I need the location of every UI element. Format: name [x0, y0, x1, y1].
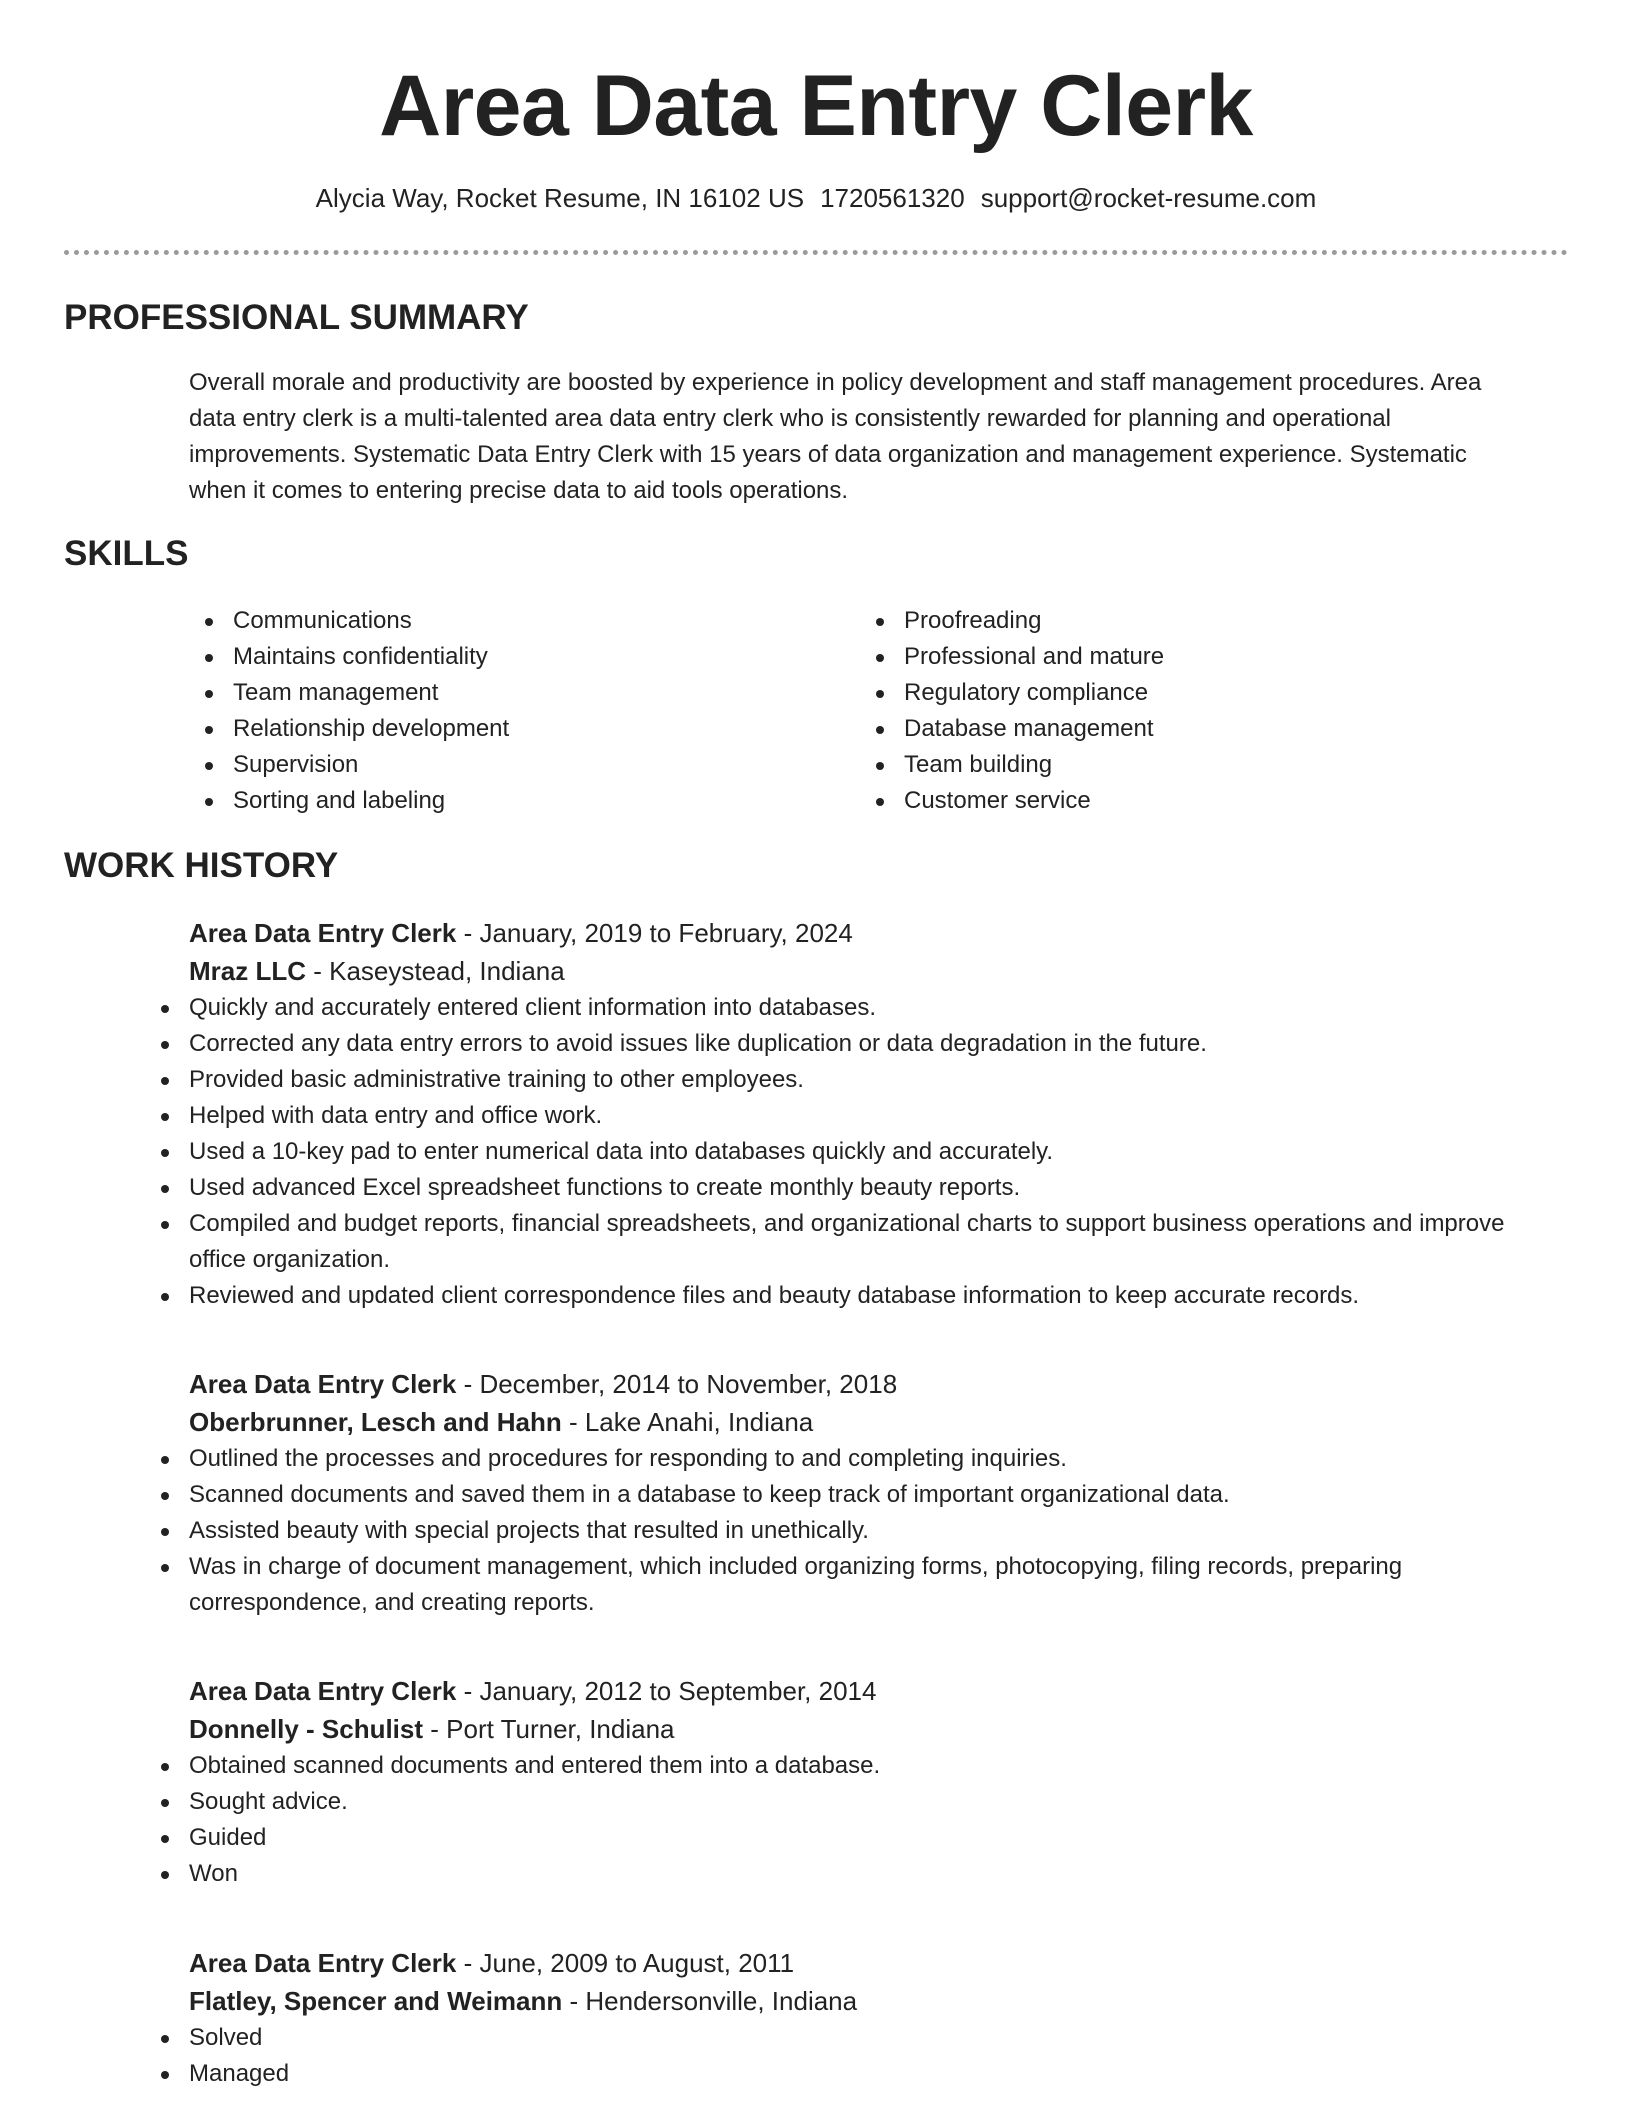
- job-duty: Won: [145, 1856, 1529, 1892]
- skill-item: Team building: [860, 747, 1520, 783]
- job-entry: [189, 1672, 1529, 1892]
- job-entry: [189, 914, 1529, 1314]
- job-role: Area Data Entry Clerk: [189, 918, 457, 948]
- skill-item: Professional and mature: [860, 639, 1520, 675]
- skill-item: Customer service: [860, 783, 1520, 819]
- job-location: - Port Turner, Indiana: [423, 1714, 675, 1744]
- job-company-line: [189, 1403, 1529, 1441]
- contact-phone: 1720561320: [820, 183, 965, 213]
- job-company: Donnelly - Schulist: [189, 1714, 424, 1744]
- job-duty: Used advanced Excel spreadsheet functions to create monthly beauty reports.: [145, 1170, 1529, 1206]
- summary-heading: PROFESSIONAL SUMMARY: [64, 298, 529, 337]
- summary-text: Overall morale and productivity are boosted by experience in policy development and staff management procedures. Area data entry clerk is a multi-talented area data entry clerk who is consistently rewarded for planning and operational improvements. Systematic Data Entry Clerk with 15 years of data organization and management experience. Systematic when it comes to entering precise data to aid tools operations.: [189, 369, 1482, 504]
- job-duty: Reviewed and updated client correspondence files and beauty database information to keep accurate records.: [145, 1278, 1529, 1314]
- job-dates: - December, 2014 to November, 2018: [456, 1369, 898, 1399]
- contact-email: support@rocket-resume.com: [980, 183, 1317, 213]
- skill-item: Sorting and labeling: [189, 783, 849, 819]
- job-dates: - January, 2019 to February, 2024: [456, 918, 853, 948]
- skill-item: Maintains confidentiality: [189, 639, 849, 675]
- job-company-line: [189, 1710, 1529, 1748]
- job-duty: Compiled and budget reports, financial spreadsheets, and organizational charts to support business operations and improve office organization.: [145, 1206, 1529, 1278]
- job-title-line: [189, 1672, 1529, 1710]
- job-location: - Lake Anahi, Indiana: [561, 1407, 814, 1437]
- job-title-line: [189, 1365, 1529, 1403]
- job-duties-list: [145, 2020, 1529, 2092]
- job-duty: Corrected any data entry errors to avoid issues like duplication or data degradation in the future.: [145, 1026, 1529, 1062]
- header-divider: [64, 250, 1568, 255]
- job-duty: Helped with data entry and office work.: [145, 1098, 1529, 1134]
- contact-address: Alycia Way, Rocket Resume, IN 16102 US: [315, 183, 805, 213]
- skills-list-right: [860, 603, 1520, 819]
- job-duty: Assisted beauty with special projects that resulted in unethically.: [145, 1513, 1529, 1549]
- skill-item: Database management: [860, 711, 1520, 747]
- skill-item: Supervision: [189, 747, 849, 783]
- skills-list-left: [189, 603, 849, 819]
- job-duty: Guided: [145, 1820, 1529, 1856]
- job-duties-list: [145, 1441, 1529, 1621]
- job-company-line: [189, 952, 1529, 990]
- resume-name-title: Area Data Entry Clerk: [379, 58, 1253, 154]
- job-title-line: [189, 1944, 1529, 1982]
- job-location: - Hendersonville, Indiana: [562, 1986, 858, 2016]
- skill-item: Regulatory compliance: [860, 675, 1520, 711]
- job-company-line: [189, 1982, 1529, 2020]
- job-location: - Kaseystead, Indiana: [306, 956, 565, 986]
- job-company: Oberbrunner, Lesch and Hahn: [189, 1407, 562, 1437]
- job-duty: Outlined the processes and procedures for responding to and completing inquiries.: [145, 1441, 1529, 1477]
- job-duty: Was in charge of document management, which included organizing forms, photocopying, filing records, preparing correspondence, and creating reports.: [145, 1549, 1529, 1621]
- job-duty: Obtained scanned documents and entered them into a database.: [145, 1748, 1529, 1784]
- job-dates: - January, 2012 to September, 2014: [456, 1676, 877, 1706]
- job-entry: [189, 1365, 1529, 1621]
- job-duty: Solved: [145, 2020, 1529, 2056]
- job-duty: Sought advice.: [145, 1784, 1529, 1820]
- job-role: Area Data Entry Clerk: [189, 1948, 457, 1978]
- skill-item: Team management: [189, 675, 849, 711]
- skill-item: Relationship development: [189, 711, 849, 747]
- job-duties-list: [145, 1748, 1529, 1892]
- job-duty: Managed: [145, 2056, 1529, 2092]
- skill-item: Proofreading: [860, 603, 1520, 639]
- skill-item: Communications: [189, 603, 849, 639]
- job-role: Area Data Entry Clerk: [189, 1676, 457, 1706]
- job-duties-list: [145, 990, 1529, 1314]
- job-duty: Provided basic administrative training to other employees.: [145, 1062, 1529, 1098]
- job-entry: [189, 1944, 1529, 2092]
- skills-column-right: [860, 603, 1520, 819]
- job-title-line: [189, 914, 1529, 952]
- job-role: Area Data Entry Clerk: [189, 1369, 457, 1399]
- contact-line: [0, 181, 1632, 215]
- job-duty: Scanned documents and saved them in a database to keep track of important organizational data.: [145, 1477, 1529, 1513]
- skills-column-left: [189, 603, 849, 819]
- job-duty: Used a 10-key pad to enter numerical data into databases quickly and accurately.: [145, 1134, 1529, 1170]
- skills-heading: SKILLS: [64, 534, 189, 573]
- job-company: Mraz LLC: [189, 956, 306, 986]
- job-company: Flatley, Spencer and Weimann: [189, 1986, 563, 2016]
- job-duty: Quickly and accurately entered client information into databases.: [145, 990, 1529, 1026]
- work-history-heading: WORK HISTORY: [64, 846, 339, 885]
- job-dates: - June, 2009 to August, 2011: [456, 1948, 795, 1978]
